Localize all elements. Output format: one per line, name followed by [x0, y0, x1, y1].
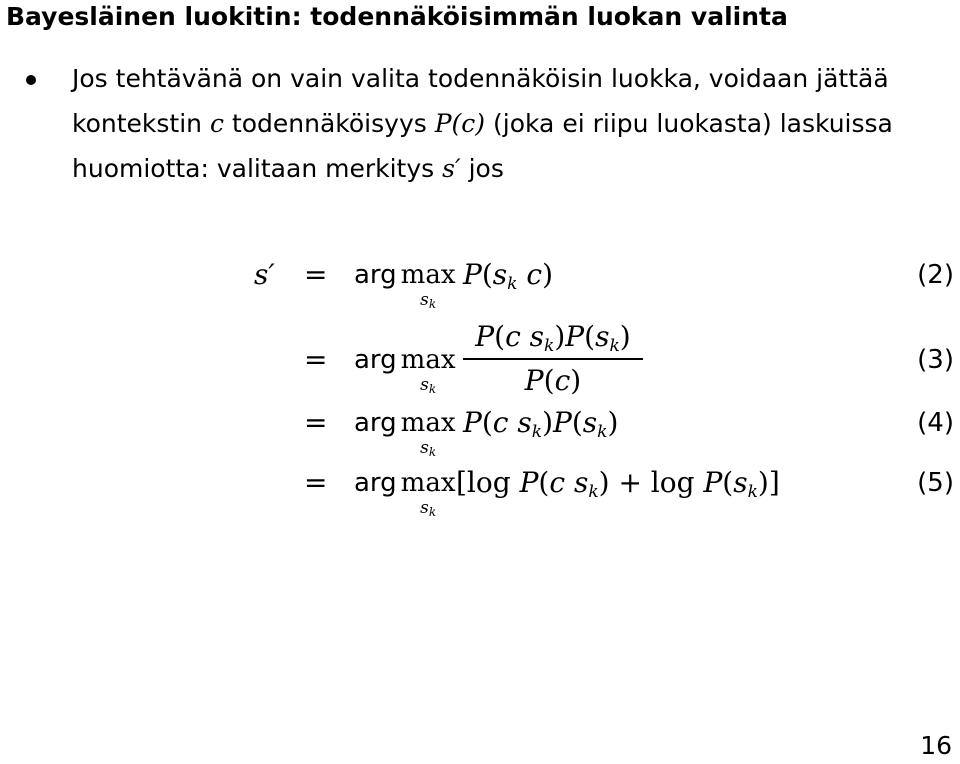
arg-word: arg: [354, 345, 397, 375]
bullet-line-2: [72, 101, 893, 146]
max-word: max: [400, 345, 456, 375]
eq-sign: =: [304, 343, 328, 376]
fraction-numerator: P(c $s_k)P(s_k)$: [475, 320, 631, 356]
bullet-line-1: [72, 56, 889, 101]
page-number: 16: [920, 731, 952, 760]
bullet-text-1: Jos tehtävänä on vain valita todennäköisin luokka, voidaan jättää: [72, 64, 889, 93]
max-word: max: [400, 260, 456, 290]
arg-word: arg: [354, 468, 397, 498]
bullet-text-2b: todennäköisyys: [231, 109, 427, 138]
math-c: c: [209, 109, 224, 138]
bullet-icon: [26, 75, 36, 85]
argmax-operator: [354, 260, 456, 311]
max-word: max: [400, 468, 456, 498]
equation-number: (5): [917, 468, 954, 498]
max-word: max: [400, 408, 456, 438]
equation-2: [0, 256, 960, 316]
arg-word: arg: [354, 408, 397, 438]
bullet-text-2d: (joka ei riipu luokasta) laskuissa: [493, 109, 893, 138]
argmax-operator: [354, 468, 456, 519]
bullet-line-3: [72, 146, 504, 191]
eq-sign: =: [304, 406, 328, 439]
eq-rhs: P(c $s_k)P(s_k)$: [463, 406, 619, 442]
eq-rhs: $P(s_k$ c): [463, 258, 553, 294]
argmax-operator: [354, 345, 456, 396]
max-subscript: sk: [420, 290, 437, 311]
argmax-operator: [354, 408, 456, 459]
max-subscript: sk: [420, 438, 437, 459]
eq-rhs: [log P(c $s_k) + \log P(s_k)$]: [456, 466, 780, 502]
fraction-denominator: P(c): [524, 364, 582, 397]
bullet-text-3a: huomiotta: valitaan merkitys: [72, 154, 435, 183]
equation-number: (4): [917, 408, 954, 438]
equation-3: [0, 322, 960, 402]
slide-title: Bayesläinen luokitin: todennäköisimmän luokan valinta: [6, 2, 788, 31]
eq-sign: =: [304, 466, 328, 499]
equation-number: (3): [917, 345, 954, 375]
equation-4: [0, 404, 960, 464]
eq-lhs: s′: [254, 258, 275, 291]
max-subscript: sk: [420, 375, 437, 396]
fraction: [463, 320, 643, 397]
max-subscript: sk: [420, 498, 437, 519]
equation-5: [0, 464, 960, 524]
fraction-bar: [463, 358, 643, 360]
eq-sign: =: [304, 258, 328, 291]
equation-number: (2): [917, 260, 954, 290]
math-pc: P(c): [434, 109, 486, 138]
arg-word: arg: [354, 260, 397, 290]
bullet-text-2a: kontekstin: [72, 109, 203, 138]
bullet-text-3b: jos: [468, 154, 504, 183]
math-s-prime: s′: [442, 154, 461, 183]
